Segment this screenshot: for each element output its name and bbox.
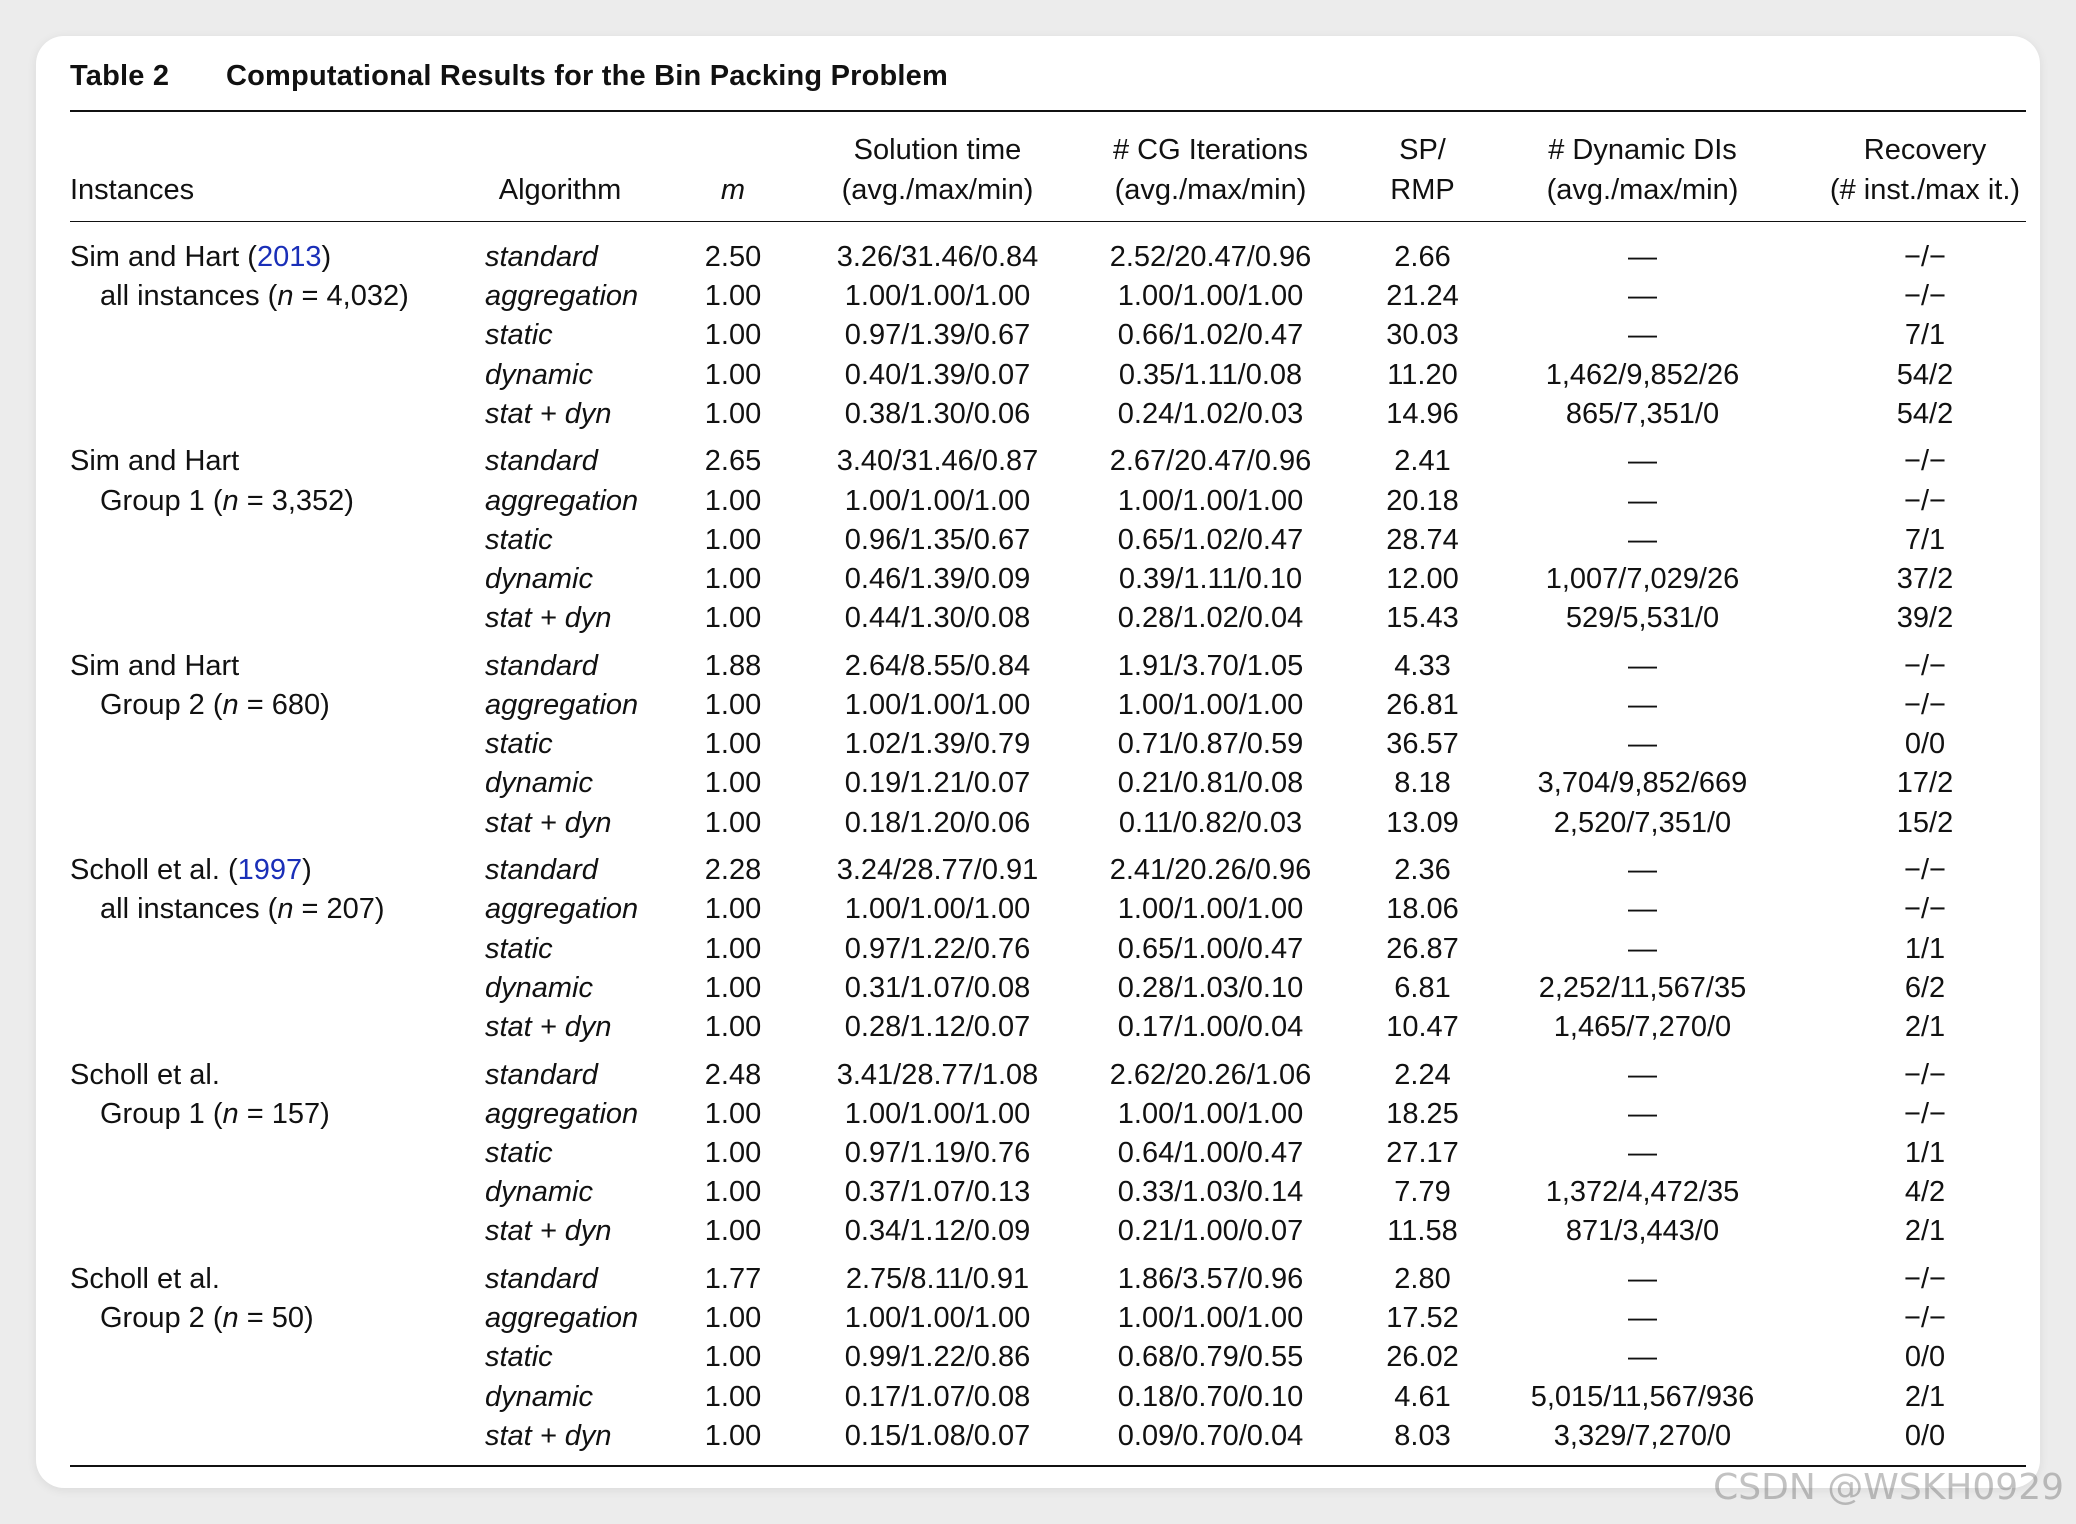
sp-rmp-cell: 6.81 <box>1394 972 1451 1004</box>
algorithm-cell: aggregation <box>485 893 639 925</box>
dynamic-dis-cell: — <box>1628 1059 1657 1091</box>
cg-iterations-cell: 1.00/1.00/1.00 <box>1117 1302 1304 1334</box>
recovery-cell: 6/2 <box>1904 972 1946 1004</box>
table-row <box>0 560 2076 599</box>
cg-iterations-cell: 0.66/1.02/0.47 <box>1117 319 1304 351</box>
dynamic-dis-cell: 1,462/9,852/26 <box>1545 359 1740 391</box>
m-cell: 1.00 <box>704 359 762 391</box>
cg-iterations-cell: 0.65/1.00/0.47 <box>1117 933 1304 965</box>
instance-name <box>70 238 331 277</box>
solution-time-cell: 0.97/1.22/0.76 <box>844 933 1031 965</box>
cg-iterations-cell: 0.11/0.82/0.03 <box>1118 807 1303 839</box>
algorithm-cell: aggregation <box>485 689 639 721</box>
sp-rmp-cell: 4.61 <box>1394 1381 1451 1413</box>
algorithm-cell: standard <box>485 1263 598 1295</box>
solution-time-cell: 1.00/1.00/1.00 <box>844 689 1031 721</box>
header-algorithm: Algorithm <box>498 174 622 206</box>
cg-iterations-cell: 1.00/1.00/1.00 <box>1117 893 1304 925</box>
dynamic-dis-cell: 1,465/7,270/0 <box>1553 1011 1732 1043</box>
algorithm-cell: static <box>485 1137 553 1169</box>
instance-name <box>70 1056 220 1095</box>
instance-subset <box>100 686 330 725</box>
table-row <box>0 277 2076 316</box>
table-row <box>0 1338 2076 1377</box>
instance-text: ) <box>321 241 332 273</box>
instance-text: Group 1 ( <box>100 485 223 517</box>
table-row <box>0 1008 2076 1047</box>
algorithm-cell: static <box>485 524 553 556</box>
instance-subset <box>100 890 385 929</box>
header-solution-time-2: (avg./max/min) <box>841 174 1034 206</box>
table-row <box>0 647 2076 686</box>
instance-text: Scholl et al. <box>70 1059 220 1091</box>
m-cell: 1.00 <box>704 933 762 965</box>
header-recovery-1: Recovery <box>1863 134 1987 166</box>
algorithm-cell: dynamic <box>485 972 593 1004</box>
instance-count-var: n <box>222 1098 239 1130</box>
m-cell: 1.88 <box>704 650 762 682</box>
recovery-cell: −/− <box>1904 893 1946 925</box>
solution-time-cell: 1.02/1.39/0.79 <box>844 728 1031 760</box>
algorithm-cell: aggregation <box>485 1302 639 1334</box>
table-row <box>0 686 2076 725</box>
m-cell: 1.00 <box>704 893 762 925</box>
solution-time-cell: 0.37/1.07/0.13 <box>844 1176 1031 1208</box>
instance-text: = 50) <box>238 1302 314 1334</box>
algorithm-cell: stat + dyn <box>485 807 612 839</box>
dynamic-dis-cell: — <box>1628 728 1657 760</box>
sp-rmp-cell: 28.74 <box>1386 524 1459 556</box>
m-cell: 2.50 <box>704 241 762 273</box>
solution-time-cell: 3.40/31.46/0.87 <box>836 445 1039 477</box>
solution-time-cell: 0.28/1.12/0.07 <box>844 1011 1031 1043</box>
algorithm-cell: stat + dyn <box>485 398 612 430</box>
algorithm-cell: static <box>485 933 553 965</box>
sp-rmp-cell: 12.00 <box>1386 563 1459 595</box>
instance-text: = 3,352) <box>238 485 354 517</box>
dynamic-dis-cell: 2,520/7,351/0 <box>1553 807 1732 839</box>
m-cell: 1.00 <box>704 280 762 312</box>
dynamic-dis-cell: 1,007/7,029/26 <box>1545 563 1740 595</box>
m-cell: 2.65 <box>704 445 762 477</box>
recovery-cell: −/− <box>1904 280 1946 312</box>
sp-rmp-cell: 2.24 <box>1394 1059 1451 1091</box>
cg-iterations-cell: 0.65/1.02/0.47 <box>1117 524 1304 556</box>
m-cell: 1.00 <box>704 1215 762 1247</box>
dynamic-dis-cell: 1,372/4,472/35 <box>1545 1176 1740 1208</box>
cg-iterations-cell: 1.00/1.00/1.00 <box>1117 485 1304 517</box>
dynamic-dis-cell: 3,704/9,852/669 <box>1537 767 1748 799</box>
header-solution-time-1: Solution time <box>853 134 1022 166</box>
dynamic-dis-cell: — <box>1628 1098 1657 1130</box>
m-cell: 1.00 <box>704 602 762 634</box>
algorithm-cell: standard <box>485 445 598 477</box>
dynamic-dis-cell: 3,329/7,270/0 <box>1553 1420 1732 1452</box>
dynamic-dis-cell: 865/7,351/0 <box>1565 398 1720 430</box>
m-cell: 1.00 <box>704 972 762 1004</box>
recovery-cell: −/− <box>1904 241 1946 273</box>
table-row <box>0 1095 2076 1134</box>
algorithm-cell: aggregation <box>485 1098 639 1130</box>
recovery-cell: −/− <box>1904 689 1946 721</box>
recovery-cell: 39/2 <box>1896 602 1954 634</box>
cg-iterations-cell: 0.24/1.02/0.03 <box>1117 398 1304 430</box>
sp-rmp-cell: 14.96 <box>1386 398 1459 430</box>
m-cell: 1.00 <box>704 1098 762 1130</box>
instance-text: = 4,032) <box>293 280 409 312</box>
cg-iterations-cell: 2.62/20.26/1.06 <box>1109 1059 1312 1091</box>
recovery-cell: 1/1 <box>1904 933 1946 965</box>
recovery-cell: 37/2 <box>1896 563 1954 595</box>
table-row <box>0 1378 2076 1417</box>
sp-rmp-cell: 8.18 <box>1394 767 1451 799</box>
recovery-cell: 15/2 <box>1896 807 1954 839</box>
table-row <box>0 804 2076 843</box>
instance-subset <box>100 482 354 521</box>
m-cell: 1.00 <box>704 807 762 839</box>
instance-text: Sim and Hart <box>70 445 240 477</box>
instance-subset <box>100 1095 330 1134</box>
m-cell: 1.00 <box>704 1176 762 1208</box>
table-row <box>0 890 2076 929</box>
recovery-cell: 0/0 <box>1904 1341 1946 1373</box>
algorithm-cell: dynamic <box>485 767 593 799</box>
header-cg-iterations-2: (avg./max/min) <box>1114 174 1307 206</box>
header-dynamic-dis-2: (avg./max/min) <box>1546 174 1739 206</box>
instance-text: Group 2 ( <box>100 689 223 721</box>
table-row <box>0 764 2076 803</box>
solution-time-cell: 3.41/28.77/1.08 <box>836 1059 1039 1091</box>
instance-count-var: n <box>222 689 239 721</box>
m-cell: 1.00 <box>704 767 762 799</box>
cg-iterations-cell: 2.67/20.47/0.96 <box>1109 445 1312 477</box>
algorithm-cell: standard <box>485 650 598 682</box>
m-cell: 1.00 <box>704 689 762 721</box>
recovery-cell: −/− <box>1904 1059 1946 1091</box>
recovery-cell: 1/1 <box>1904 1137 1946 1169</box>
recovery-cell: 0/0 <box>1904 728 1946 760</box>
header-sp-rmp-1: SP/ <box>1399 134 1446 166</box>
header-instances: Instances <box>70 174 195 206</box>
solution-time-cell: 2.64/8.55/0.84 <box>844 650 1031 682</box>
cg-iterations-cell: 0.21/0.81/0.08 <box>1117 767 1304 799</box>
recovery-cell: −/− <box>1904 1263 1946 1295</box>
algorithm-cell: dynamic <box>485 563 593 595</box>
recovery-cell: 54/2 <box>1896 398 1954 430</box>
dynamic-dis-cell: — <box>1628 893 1657 925</box>
algorithm-cell: dynamic <box>485 1381 593 1413</box>
table-row <box>0 969 2076 1008</box>
sp-rmp-cell: 26.02 <box>1386 1341 1459 1373</box>
cg-iterations-cell: 0.64/1.00/0.47 <box>1117 1137 1304 1169</box>
dynamic-dis-cell: — <box>1628 485 1657 517</box>
algorithm-cell: stat + dyn <box>485 1215 612 1247</box>
solution-time-cell: 2.75/8.11/0.91 <box>845 1263 1030 1295</box>
dynamic-dis-cell: 871/3,443/0 <box>1565 1215 1720 1247</box>
instance-count-var: n <box>277 280 294 312</box>
dynamic-dis-cell: — <box>1628 933 1657 965</box>
cg-iterations-cell: 2.41/20.26/0.96 <box>1109 854 1312 886</box>
solution-time-cell: 0.44/1.30/0.08 <box>844 602 1031 634</box>
m-cell: 1.00 <box>704 398 762 430</box>
header-dynamic-dis-1: # Dynamic DIs <box>1548 134 1737 166</box>
cg-iterations-cell: 1.00/1.00/1.00 <box>1117 1098 1304 1130</box>
instance-text: = 157) <box>238 1098 330 1130</box>
cg-iterations-cell: 0.21/1.00/0.07 <box>1117 1215 1304 1247</box>
solution-time-cell: 0.97/1.19/0.76 <box>844 1137 1031 1169</box>
citation-link[interactable]: 2013 <box>256 241 322 273</box>
table-row <box>0 1173 2076 1212</box>
dynamic-dis-cell: — <box>1628 1137 1657 1169</box>
sp-rmp-cell: 11.58 <box>1387 1215 1458 1247</box>
sp-rmp-cell: 8.03 <box>1394 1420 1451 1452</box>
algorithm-cell: dynamic <box>485 359 593 391</box>
sp-rmp-cell: 15.43 <box>1386 602 1459 634</box>
recovery-cell: 54/2 <box>1896 359 1954 391</box>
solution-time-cell: 1.00/1.00/1.00 <box>844 1302 1031 1334</box>
solution-time-cell: 3.24/28.77/0.91 <box>836 854 1039 886</box>
sp-rmp-cell: 20.18 <box>1386 485 1459 517</box>
header-cg-iterations-1: # CG Iterations <box>1112 134 1309 166</box>
algorithm-cell: aggregation <box>485 280 639 312</box>
table-row <box>0 1417 2076 1456</box>
solution-time-cell: 0.18/1.20/0.06 <box>844 807 1031 839</box>
m-cell: 1.00 <box>704 1341 762 1373</box>
sp-rmp-cell: 17.52 <box>1386 1302 1459 1334</box>
sp-rmp-cell: 26.81 <box>1386 689 1459 721</box>
cg-iterations-cell: 0.35/1.11/0.08 <box>1118 359 1303 391</box>
table-caption <box>70 60 948 93</box>
sp-rmp-cell: 10.47 <box>1386 1011 1459 1043</box>
solution-time-cell: 3.26/31.46/0.84 <box>836 241 1039 273</box>
cg-iterations-cell: 0.68/0.79/0.55 <box>1117 1341 1304 1373</box>
dynamic-dis-cell: — <box>1628 319 1657 351</box>
algorithm-cell: static <box>485 728 553 760</box>
algorithm-cell: static <box>485 1341 553 1373</box>
solution-time-cell: 0.38/1.30/0.06 <box>844 398 1031 430</box>
m-cell: 1.00 <box>704 1302 762 1334</box>
dynamic-dis-cell: — <box>1628 1302 1657 1334</box>
instance-text: = 207) <box>293 893 385 925</box>
dynamic-dis-cell: 5,015/11,567/936 <box>1530 1381 1755 1413</box>
m-cell: 2.48 <box>704 1059 762 1091</box>
instance-text: Sim and Hart <box>70 650 240 682</box>
m-cell: 1.00 <box>704 728 762 760</box>
instance-name <box>70 851 312 890</box>
m-cell: 1.00 <box>704 319 762 351</box>
table-row <box>0 725 2076 764</box>
cg-iterations-cell: 1.00/1.00/1.00 <box>1117 280 1304 312</box>
algorithm-cell: stat + dyn <box>485 602 612 634</box>
solution-time-cell: 1.00/1.00/1.00 <box>844 1098 1031 1130</box>
recovery-cell: −/− <box>1904 1302 1946 1334</box>
dynamic-dis-cell: — <box>1628 445 1657 477</box>
table-row <box>0 599 2076 638</box>
solution-time-cell: 0.97/1.39/0.67 <box>844 319 1031 351</box>
table-row <box>0 238 2076 277</box>
table-title: Computational Results for the Bin Packing Problem <box>226 60 948 92</box>
sp-rmp-cell: 2.66 <box>1394 241 1451 273</box>
solution-time-cell: 0.31/1.07/0.08 <box>844 972 1031 1004</box>
sp-rmp-cell: 11.20 <box>1387 359 1458 391</box>
recovery-cell: 7/1 <box>1904 524 1946 556</box>
algorithm-cell: stat + dyn <box>485 1420 612 1452</box>
instance-text: = 680) <box>238 689 330 721</box>
sp-rmp-cell: 7.79 <box>1394 1176 1451 1208</box>
watermark: CSDN @WSKH0929 <box>1713 1467 2064 1508</box>
solution-time-cell: 0.15/1.08/0.07 <box>844 1420 1031 1452</box>
cg-iterations-cell: 1.91/3.70/1.05 <box>1117 650 1304 682</box>
cg-iterations-cell: 0.28/1.02/0.04 <box>1117 602 1304 634</box>
m-cell: 1.00 <box>704 1420 762 1452</box>
cg-iterations-cell: 0.71/0.87/0.59 <box>1117 728 1304 760</box>
header-rule <box>70 221 2026 222</box>
instance-subset <box>100 1299 314 1338</box>
algorithm-cell: stat + dyn <box>485 1011 612 1043</box>
dynamic-dis-cell: — <box>1628 1341 1657 1373</box>
top-rule <box>70 110 2026 112</box>
table-row <box>0 482 2076 521</box>
sp-rmp-cell: 21.24 <box>1386 280 1459 312</box>
sp-rmp-cell: 18.25 <box>1386 1098 1459 1130</box>
instance-text: all instances ( <box>100 893 278 925</box>
recovery-cell: 2/1 <box>1904 1011 1946 1043</box>
instance-name <box>70 647 239 686</box>
dynamic-dis-cell: — <box>1628 241 1657 273</box>
sp-rmp-cell: 18.06 <box>1386 893 1459 925</box>
recovery-cell: 2/1 <box>1904 1215 1946 1247</box>
m-cell: 1.00 <box>704 563 762 595</box>
recovery-cell: −/− <box>1904 650 1946 682</box>
instance-text: Sim and Hart ( <box>70 241 257 273</box>
cg-iterations-cell: 0.39/1.11/0.10 <box>1118 563 1303 595</box>
algorithm-cell: standard <box>485 854 598 886</box>
sp-rmp-cell: 2.36 <box>1394 854 1451 886</box>
cg-iterations-cell: 1.00/1.00/1.00 <box>1117 689 1304 721</box>
recovery-cell: −/− <box>1904 445 1946 477</box>
solution-time-cell: 0.46/1.39/0.09 <box>844 563 1031 595</box>
recovery-cell: 7/1 <box>1904 319 1946 351</box>
recovery-cell: 17/2 <box>1896 767 1954 799</box>
algorithm-cell: static <box>485 319 553 351</box>
sp-rmp-cell: 13.09 <box>1386 807 1459 839</box>
table-row <box>0 851 2076 890</box>
solution-time-cell: 0.19/1.21/0.07 <box>844 767 1031 799</box>
table-row <box>0 1212 2076 1251</box>
instance-text: Group 1 ( <box>100 1098 223 1130</box>
dynamic-dis-cell: 2,252/11,567/35 <box>1538 972 1747 1004</box>
recovery-cell: 4/2 <box>1904 1176 1946 1208</box>
instance-count-var: n <box>222 1302 239 1334</box>
m-cell: 1.00 <box>704 1011 762 1043</box>
table-row <box>0 1134 2076 1173</box>
algorithm-cell: dynamic <box>485 1176 593 1208</box>
m-cell: 1.77 <box>704 1263 762 1295</box>
sp-rmp-cell: 30.03 <box>1386 319 1459 351</box>
sp-rmp-cell: 2.41 <box>1394 445 1451 477</box>
algorithm-cell: standard <box>485 1059 598 1091</box>
header-m: m <box>720 174 746 206</box>
cg-iterations-cell: 0.33/1.03/0.14 <box>1117 1176 1304 1208</box>
instance-text: Scholl et al. <box>70 1263 220 1295</box>
header-sp-rmp-2: RMP <box>1390 174 1455 206</box>
solution-time-cell: 0.40/1.39/0.07 <box>844 359 1031 391</box>
instance-text: Scholl et al. ( <box>70 854 238 886</box>
table-number: Table 2 <box>70 60 170 92</box>
recovery-cell: 2/1 <box>1904 1381 1946 1413</box>
table-row <box>0 316 2076 355</box>
sp-rmp-cell: 2.80 <box>1394 1263 1451 1295</box>
sp-rmp-cell: 27.17 <box>1386 1137 1459 1169</box>
table-row <box>0 395 2076 434</box>
header-recovery-2: (# inst./max it.) <box>1829 174 2021 206</box>
instance-text: Group 2 ( <box>100 1302 223 1334</box>
recovery-cell: −/− <box>1904 1098 1946 1130</box>
cg-iterations-cell: 2.52/20.47/0.96 <box>1109 241 1312 273</box>
cg-iterations-cell: 0.18/0.70/0.10 <box>1117 1381 1304 1413</box>
solution-time-cell: 1.00/1.00/1.00 <box>844 485 1031 517</box>
citation-link[interactable]: 1997 <box>237 854 303 886</box>
dynamic-dis-cell: 529/5,531/0 <box>1565 602 1720 634</box>
table-row <box>0 1056 2076 1095</box>
m-cell: 1.00 <box>704 485 762 517</box>
instance-name <box>70 1260 220 1299</box>
recovery-cell: −/− <box>1904 485 1946 517</box>
table-row <box>0 1260 2076 1299</box>
cg-iterations-cell: 0.09/0.70/0.04 <box>1117 1420 1304 1452</box>
solution-time-cell: 0.17/1.07/0.08 <box>844 1381 1031 1413</box>
recovery-cell: −/− <box>1904 854 1946 886</box>
cg-iterations-cell: 1.86/3.57/0.96 <box>1117 1263 1304 1295</box>
sp-rmp-cell: 26.87 <box>1386 933 1459 965</box>
dynamic-dis-cell: — <box>1628 524 1657 556</box>
table-row <box>0 442 2076 481</box>
solution-time-cell: 0.96/1.35/0.67 <box>844 524 1031 556</box>
table-row <box>0 930 2076 969</box>
instance-text: ) <box>302 854 312 886</box>
table-row <box>0 356 2076 395</box>
solution-time-cell: 0.99/1.22/0.86 <box>844 1341 1031 1373</box>
dynamic-dis-cell: — <box>1628 689 1657 721</box>
sp-rmp-cell: 36.57 <box>1386 728 1459 760</box>
recovery-cell: 0/0 <box>1904 1420 1946 1452</box>
dynamic-dis-cell: — <box>1628 1263 1657 1295</box>
cg-iterations-cell: 0.17/1.00/0.04 <box>1117 1011 1304 1043</box>
instance-count-var: n <box>277 893 294 925</box>
solution-time-cell: 1.00/1.00/1.00 <box>844 893 1031 925</box>
sp-rmp-cell: 4.33 <box>1394 650 1451 682</box>
m-cell: 1.00 <box>704 1381 762 1413</box>
m-cell: 1.00 <box>704 524 762 556</box>
instance-subset <box>100 277 409 316</box>
instance-count-var: n <box>222 485 239 517</box>
solution-time-cell: 1.00/1.00/1.00 <box>844 280 1031 312</box>
dynamic-dis-cell: — <box>1628 854 1657 886</box>
m-cell: 2.28 <box>704 854 762 886</box>
algorithm-cell: standard <box>485 241 598 273</box>
instance-text: all instances ( <box>100 280 278 312</box>
dynamic-dis-cell: — <box>1628 280 1657 312</box>
m-cell: 1.00 <box>704 1137 762 1169</box>
table-row <box>0 1299 2076 1338</box>
dynamic-dis-cell: — <box>1628 650 1657 682</box>
cg-iterations-cell: 0.28/1.03/0.10 <box>1117 972 1304 1004</box>
solution-time-cell: 0.34/1.12/0.09 <box>844 1215 1031 1247</box>
table-row <box>0 521 2076 560</box>
instance-name <box>70 442 239 481</box>
algorithm-cell: aggregation <box>485 485 639 517</box>
